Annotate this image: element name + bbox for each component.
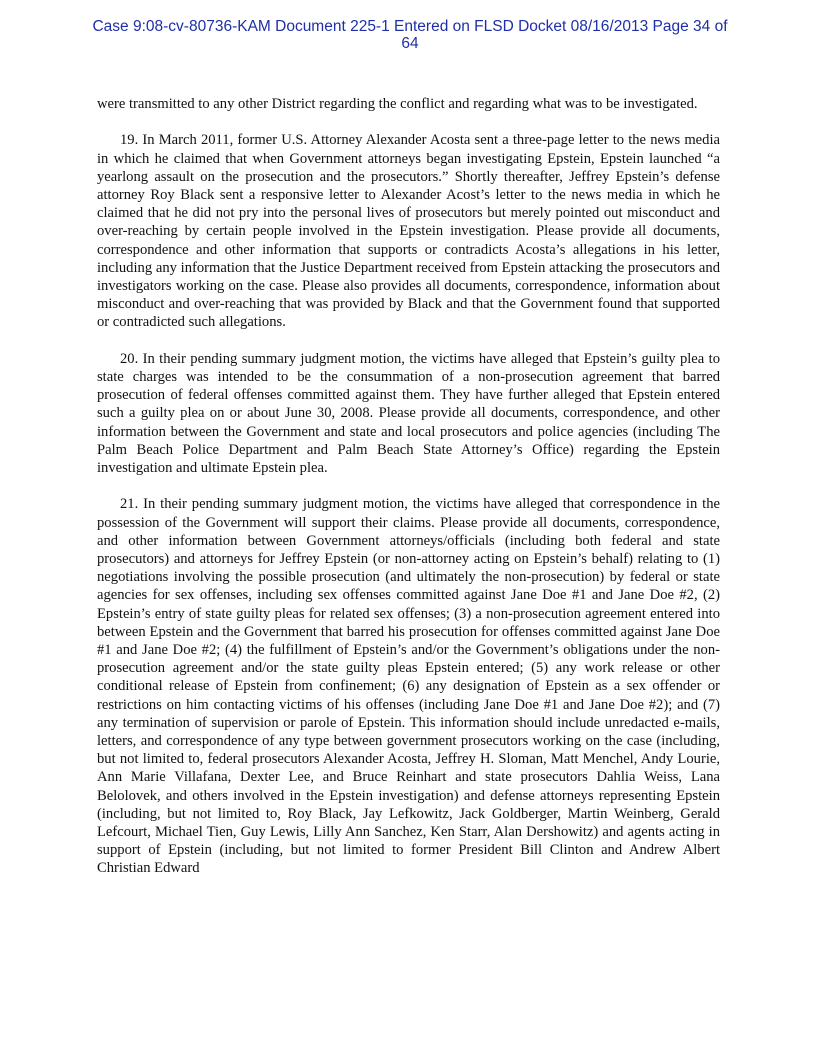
paragraph-continuation: were transmitted to any other District regarding the conflict and regarding what was to be investigated. bbox=[97, 96, 698, 112]
document-body bbox=[97, 95, 720, 878]
docket-header-line-2: 64 bbox=[401, 35, 419, 52]
paragraph-19: 19. In March 2011, former U.S. Attorney Alexander Acosta sent a three-page letter to the news media in which he claimed that when Government attorneys began investigating Epstein, Epstein launched “a yearlong assault on the prosecution and the prosecutors.” Shortly thereafter, Jeffrey Epstein’s defense attorney Roy Black sent a responsive letter to Alexander Acost’s letter to the news media in which he claimed that he did not pry into the personal lives of prosecutors but merely pointed out misconduct and over-reaching by certain people involved in the Epstein investigation. Please provide all documents, correspondence and other information that supports or contradicts Acosta’s allegations in his letter, including any information that the Justice Department received from Epstein attacking the prosecutors and investigators working on the case. Please also provides all documents, correspondence, information about misconduct and over-reaching that was provided by Black and that the Government found that supported or contradicted such allegations. bbox=[97, 132, 720, 331]
docket-header bbox=[60, 18, 760, 52]
paragraph-20: 20. In their pending summary judgment motion, the victims have alleged that Epstein’s guilty plea to state charges was intended to be the consummation of a non-prosecution agreement that barred prosecution of federal offenses committed against them. They have further alleged that Epstein entered such a guilty plea on or about June 30, 2008. Please provide all documents, correspondence, and other information between the Government and state and local prosecutors and police agencies (including The Palm Beach Police Department and Palm Beach State Attorney’s Office) regarding the Epstein investigation and ultimate Epstein plea. bbox=[97, 350, 720, 477]
docket-header-line-1: Case 9:08-cv-80736-KAM Document 225-1 Entered on FLSD Docket 08/16/2013 Page 34 of bbox=[92, 18, 728, 35]
paragraph-21: 21. In their pending summary judgment motion, the victims have alleged that correspondence in the possession of the Government will support their claims. Please provide all documents, correspondence, and other information between Government attorneys/officials (including both federal and state prosecutors) and attorneys for Jeffrey Epstein (or non-attorney acting on Epstein’s behalf) relating to (1) negotiations involving the possible prosecution (and ultimately the non-prosecution) by federal or state agencies for sex offenses, including sex offenses committed against Jane Doe #1 and Jane Doe #2, (2) Epstein’s entry of state guilty pleas for related sex offenses; (3) a non-prosecution agreement entered into between Epstein and the Government that barred his prosecution for offenses committed against Jane Doe #1 and Jane Doe #2; (4) the fulfillment of Epstein’s and/or the Government’s obligations under the non-prosecution agreement and/or the state guilty pleas Epstein entered; (5) any work release or other conditional release of Epstein from confinement; (6) any designation of Epstein as a sex offender or restrictions on him contacting victims of his offenses (including Jane Doe #1 and Jane Doe #2); and (7) any termination of supervision or parole of Epstein. This information should include unredacted e-mails, letters, and correspondence of any type between government prosecutors working on the case (including, but not limited to, federal prosecutors Alexander Acosta, Jeffrey H. Sloman, Matt Menchel, Andy Lourie, Ann Marie Villafana, Dexter Lee, and Bruce Reinhart and state prosecutors Dahlia Weiss, Lana Belolovek, and others involved in the Epstein investigation) and defense attorneys representing Epstein (including, but not limited to, Roy Black, Jay Lefkowitz, Jack Goldberger, Martin Weinberg, Gerald Lefcourt, Michael Tien, Guy Lewis, Lilly Ann Sanchez, Ken Starr, Alan Dershowitz) and agents acting in support of Epstein (including, but not limited to former President Bill Clinton and Andrew Albert Christian Edward bbox=[97, 496, 720, 877]
